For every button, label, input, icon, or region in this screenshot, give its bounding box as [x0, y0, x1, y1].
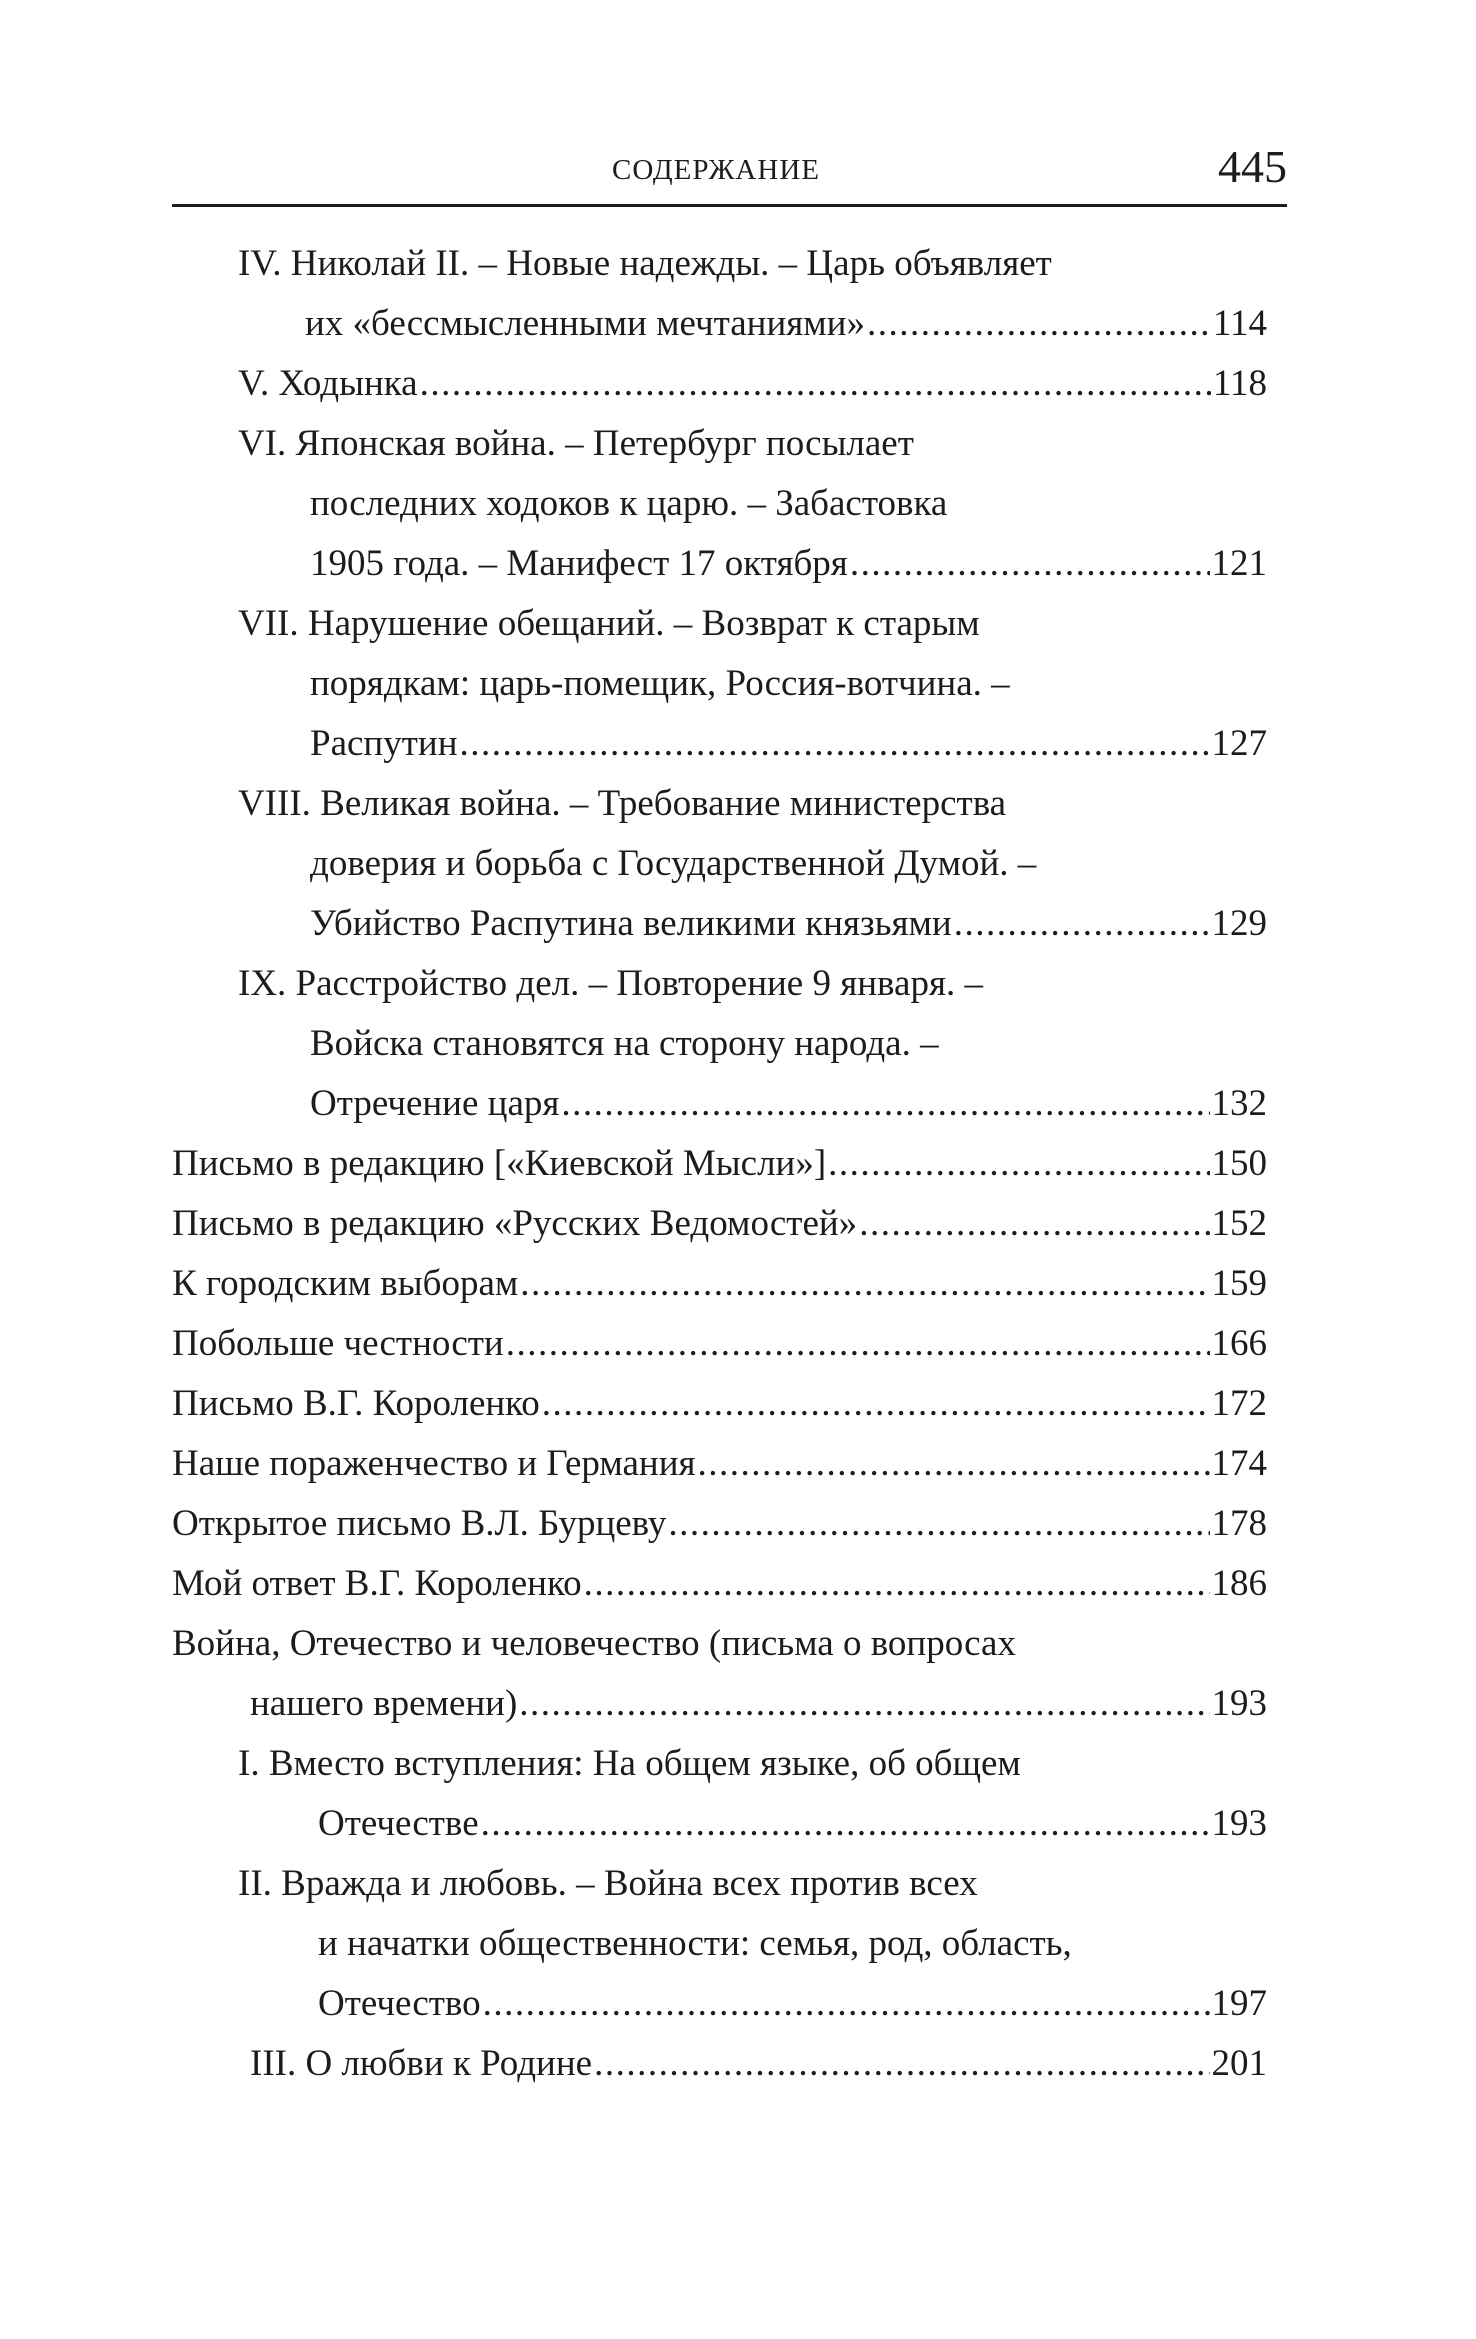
- dot-leader: [594, 2034, 1209, 2094]
- toc-line: Побольше честности ..... 166: [172, 1314, 1267, 1374]
- toc-line: Письмо В.Г. Короленко ..... 172: [172, 1374, 1267, 1434]
- toc-page: 174: [1211, 1443, 1267, 1484]
- dot-leader: [460, 714, 1210, 774]
- dot-leader: [698, 1434, 1210, 1494]
- toc-line: I. Вместо вступления: На общем языке, об общем: [238, 1743, 1021, 1784]
- toc-page: 114: [1212, 303, 1267, 344]
- dot-leader: [519, 1674, 1209, 1734]
- toc-page: 121: [1211, 543, 1267, 584]
- toc-page: 150: [1211, 1143, 1267, 1184]
- dot-leader: [520, 1254, 1209, 1314]
- toc-line: Наше пораженчество и Германия ..... 174: [172, 1434, 1267, 1494]
- toc-line: 1905 года. – Манифест 17 октября ..... 121: [310, 534, 1267, 594]
- header-rule: [172, 204, 1287, 207]
- toc-page: 193: [1211, 1803, 1267, 1844]
- running-header-title: СОДЕРЖАНИЕ: [612, 154, 820, 186]
- toc-line: К городским выборам ..... 159: [172, 1254, 1267, 1314]
- dot-leader: [561, 1074, 1209, 1134]
- toc-line: VII. Нарушение обещаний. – Возврат к старым: [238, 603, 980, 644]
- page-number: 445: [1218, 141, 1287, 192]
- toc-page: 166: [1211, 1323, 1267, 1364]
- toc-line: Войска становятся на сторону народа. –: [310, 1023, 939, 1064]
- toc-page: 152: [1211, 1203, 1267, 1244]
- dot-leader: [850, 534, 1210, 594]
- dot-leader: [867, 294, 1211, 354]
- dot-leader: [954, 894, 1210, 954]
- toc-page: 127: [1211, 723, 1267, 764]
- toc-page: 159: [1211, 1263, 1267, 1304]
- toc-page: 178: [1211, 1503, 1267, 1544]
- dot-leader: [420, 354, 1211, 414]
- toc-line: Распутин ..... 127: [310, 714, 1267, 774]
- toc-line: V. Ходынка ..... 118: [238, 354, 1267, 414]
- toc-line: Убийство Распутина великими князьями ..... 129: [310, 894, 1267, 954]
- toc-page: 197: [1211, 1983, 1267, 2024]
- dot-leader: [483, 1974, 1210, 2034]
- toc-line: IV. Николай II. – Новые надежды. – Царь объявляет: [238, 243, 1052, 284]
- toc-line: их «бессмысленными мечтаниями» ..... 114: [305, 294, 1267, 354]
- dot-leader: [828, 1134, 1209, 1194]
- toc-line: последних ходоков к царю. – Забастовка: [310, 483, 948, 524]
- toc-page: 172: [1211, 1383, 1267, 1424]
- toc-line: нашего времени) ..... 193: [250, 1674, 1267, 1734]
- dot-leader: [506, 1314, 1210, 1374]
- dot-leader: [542, 1374, 1210, 1434]
- toc-line: VIII. Великая война. – Требование министерства: [238, 783, 1007, 824]
- toc-line: Война, Отечество и человечество (письма о вопросах: [172, 1623, 1016, 1664]
- toc-line: III. О любви к Родине ..... 201: [250, 2034, 1267, 2094]
- toc-line: IX. Расстройство дел. – Повторение 9 января. –: [238, 963, 983, 1004]
- toc-line: Письмо в редакцию «Русских Ведомостей» ..... 152: [172, 1194, 1267, 1254]
- toc-page: 132: [1211, 1083, 1267, 1124]
- dot-leader: [481, 1794, 1210, 1854]
- running-header: [172, 140, 1287, 200]
- toc-page: 201: [1211, 2043, 1267, 2084]
- toc-page: 193: [1211, 1683, 1267, 1724]
- toc-line: Отечестве ..... 193: [318, 1794, 1267, 1854]
- toc-line: Открытое письмо В.Л. Бурцеву ..... 178: [172, 1494, 1267, 1554]
- toc-page: 118: [1212, 363, 1267, 404]
- toc-line: Отечество ..... 197: [318, 1974, 1267, 2034]
- toc-line: II. Вражда и любовь. – Война всех против всех: [238, 1863, 978, 1904]
- dot-leader: [668, 1494, 1209, 1554]
- toc-page: 186: [1211, 1563, 1267, 1604]
- toc-line: доверия и борьба с Государственной Думой. –: [310, 843, 1037, 884]
- toc-line: Письмо в редакцию [«Киевской Мысли»] ..... 150: [172, 1134, 1267, 1194]
- toc-line: Отречение царя ..... 132: [310, 1074, 1267, 1134]
- toc-line: и начатки общественности: семья, род, область,: [318, 1923, 1072, 1964]
- toc-line: Мой ответ В.Г. Короленко ..... 186: [172, 1554, 1267, 1614]
- dot-leader: [584, 1554, 1210, 1614]
- toc-line: VI. Японская война. – Петербург посылает: [238, 423, 914, 464]
- toc-line: порядкам: царь-помещик, Россия-вотчина. –: [310, 663, 1010, 704]
- toc-page: 129: [1211, 903, 1267, 944]
- dot-leader: [859, 1194, 1209, 1254]
